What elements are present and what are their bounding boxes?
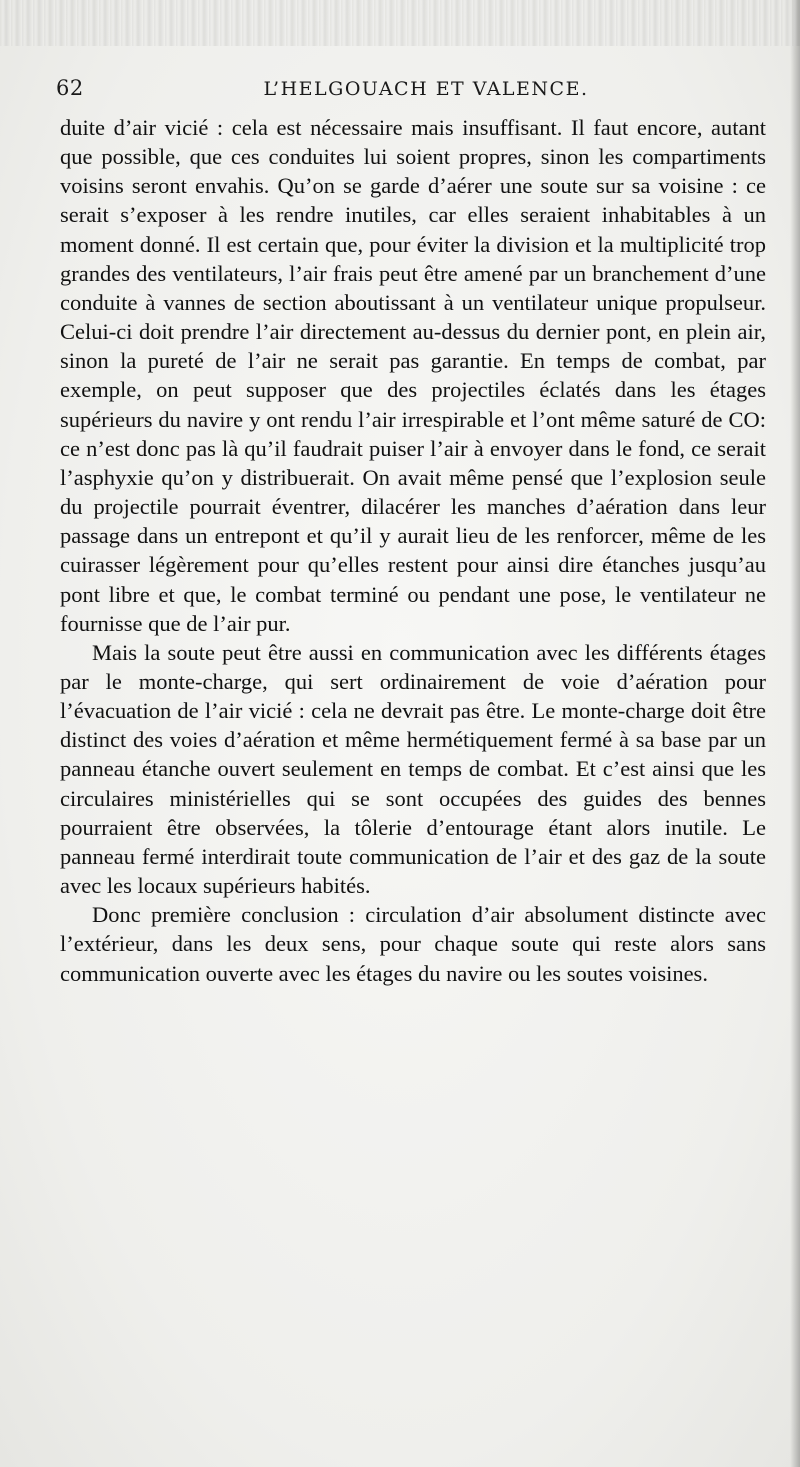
paragraph-continued: duite d’air vicié : cela est nécessaire mais insuffisant. Il faut encore, autant que possible, que ces conduites lui soient propres, sinon les compartiments voisins seront envahis. Qu’on se garde d’aérer une soute sur sa voisine : ce serait s’exposer à les rendre inutiles, car elles seraient inhabitables à un moment donné. Il est certain que, pour éviter la division et la multiplicité trop grandes des ventilateurs, l’air frais peut être amené par un branchement d’une conduite à vannes de section aboutissant à un ventilateur unique propulseur. Celui-ci doit prendre l’air directement au-dessus du dernier pont, en plein air, sinon la pureté de l’air ne serait pas garantie. En temps de combat, par exemple, on peut supposer que des projectiles éclatés dans les étages supérieurs du navire y ont rendu l’air irrespirable et l’ont même saturé de CO: ce n’est donc pas là qu’il faudrait puiser l’air à envoyer dans le fond, ce serait l’asphyxie qu’on y distribuerait. On avait même pensé que l’explosion seule du projectile pourrait éventrer, dilacérer les manches d’aération dans leur passage dans un entrepont et qu’il y aurait lieu de les renforcer, même de les cuirasser légèrement pour qu’elles restent pour ainsi dire étanches jusqu’au pont libre et que, le combat terminé ou pendant une pose, le ventilateur ne fournisse que de l’air pur. <box>60 115 766 636</box>
page-number: 62 <box>56 76 84 100</box>
paragraph-monte-charge: Mais la soute peut être aussi en communication avec les différents étages par le monte-charge, qui sert ordinairement de voie d’aération pour l’évacuation de l’air vicié : cela ne devrait pas être. Le monte-charge doit être distinct des voies d’aération et même hermétiquement fermé à sa base par un panneau étanche ouvert seulement en temps de combat. Et c’est ainsi que les circulaires ministérielles qui se sont occupées des guides des bennes pourraient être observées, la tôlerie d’entourage étant alors inutile. Le panneau fermé interdirait toute communication de l’air et des gaz de la soute avec les locaux supérieurs habités. <box>60 639 766 899</box>
running-title: L’HELGOUACH ET VALENCE. <box>263 78 589 100</box>
paragraph-conclusion: Donc première conclusion : circulation d’air absolument distincte avec l’extérieur, dans les deux sens, pour chaque soute qui reste alors sans communication ouverte avec les étages du navire ou les soutes voisines. <box>60 902 766 986</box>
page-top-edge <box>0 0 800 46</box>
page-right-edge-shadow <box>790 0 800 1467</box>
body-text <box>60 113 766 988</box>
page-header <box>56 76 766 110</box>
